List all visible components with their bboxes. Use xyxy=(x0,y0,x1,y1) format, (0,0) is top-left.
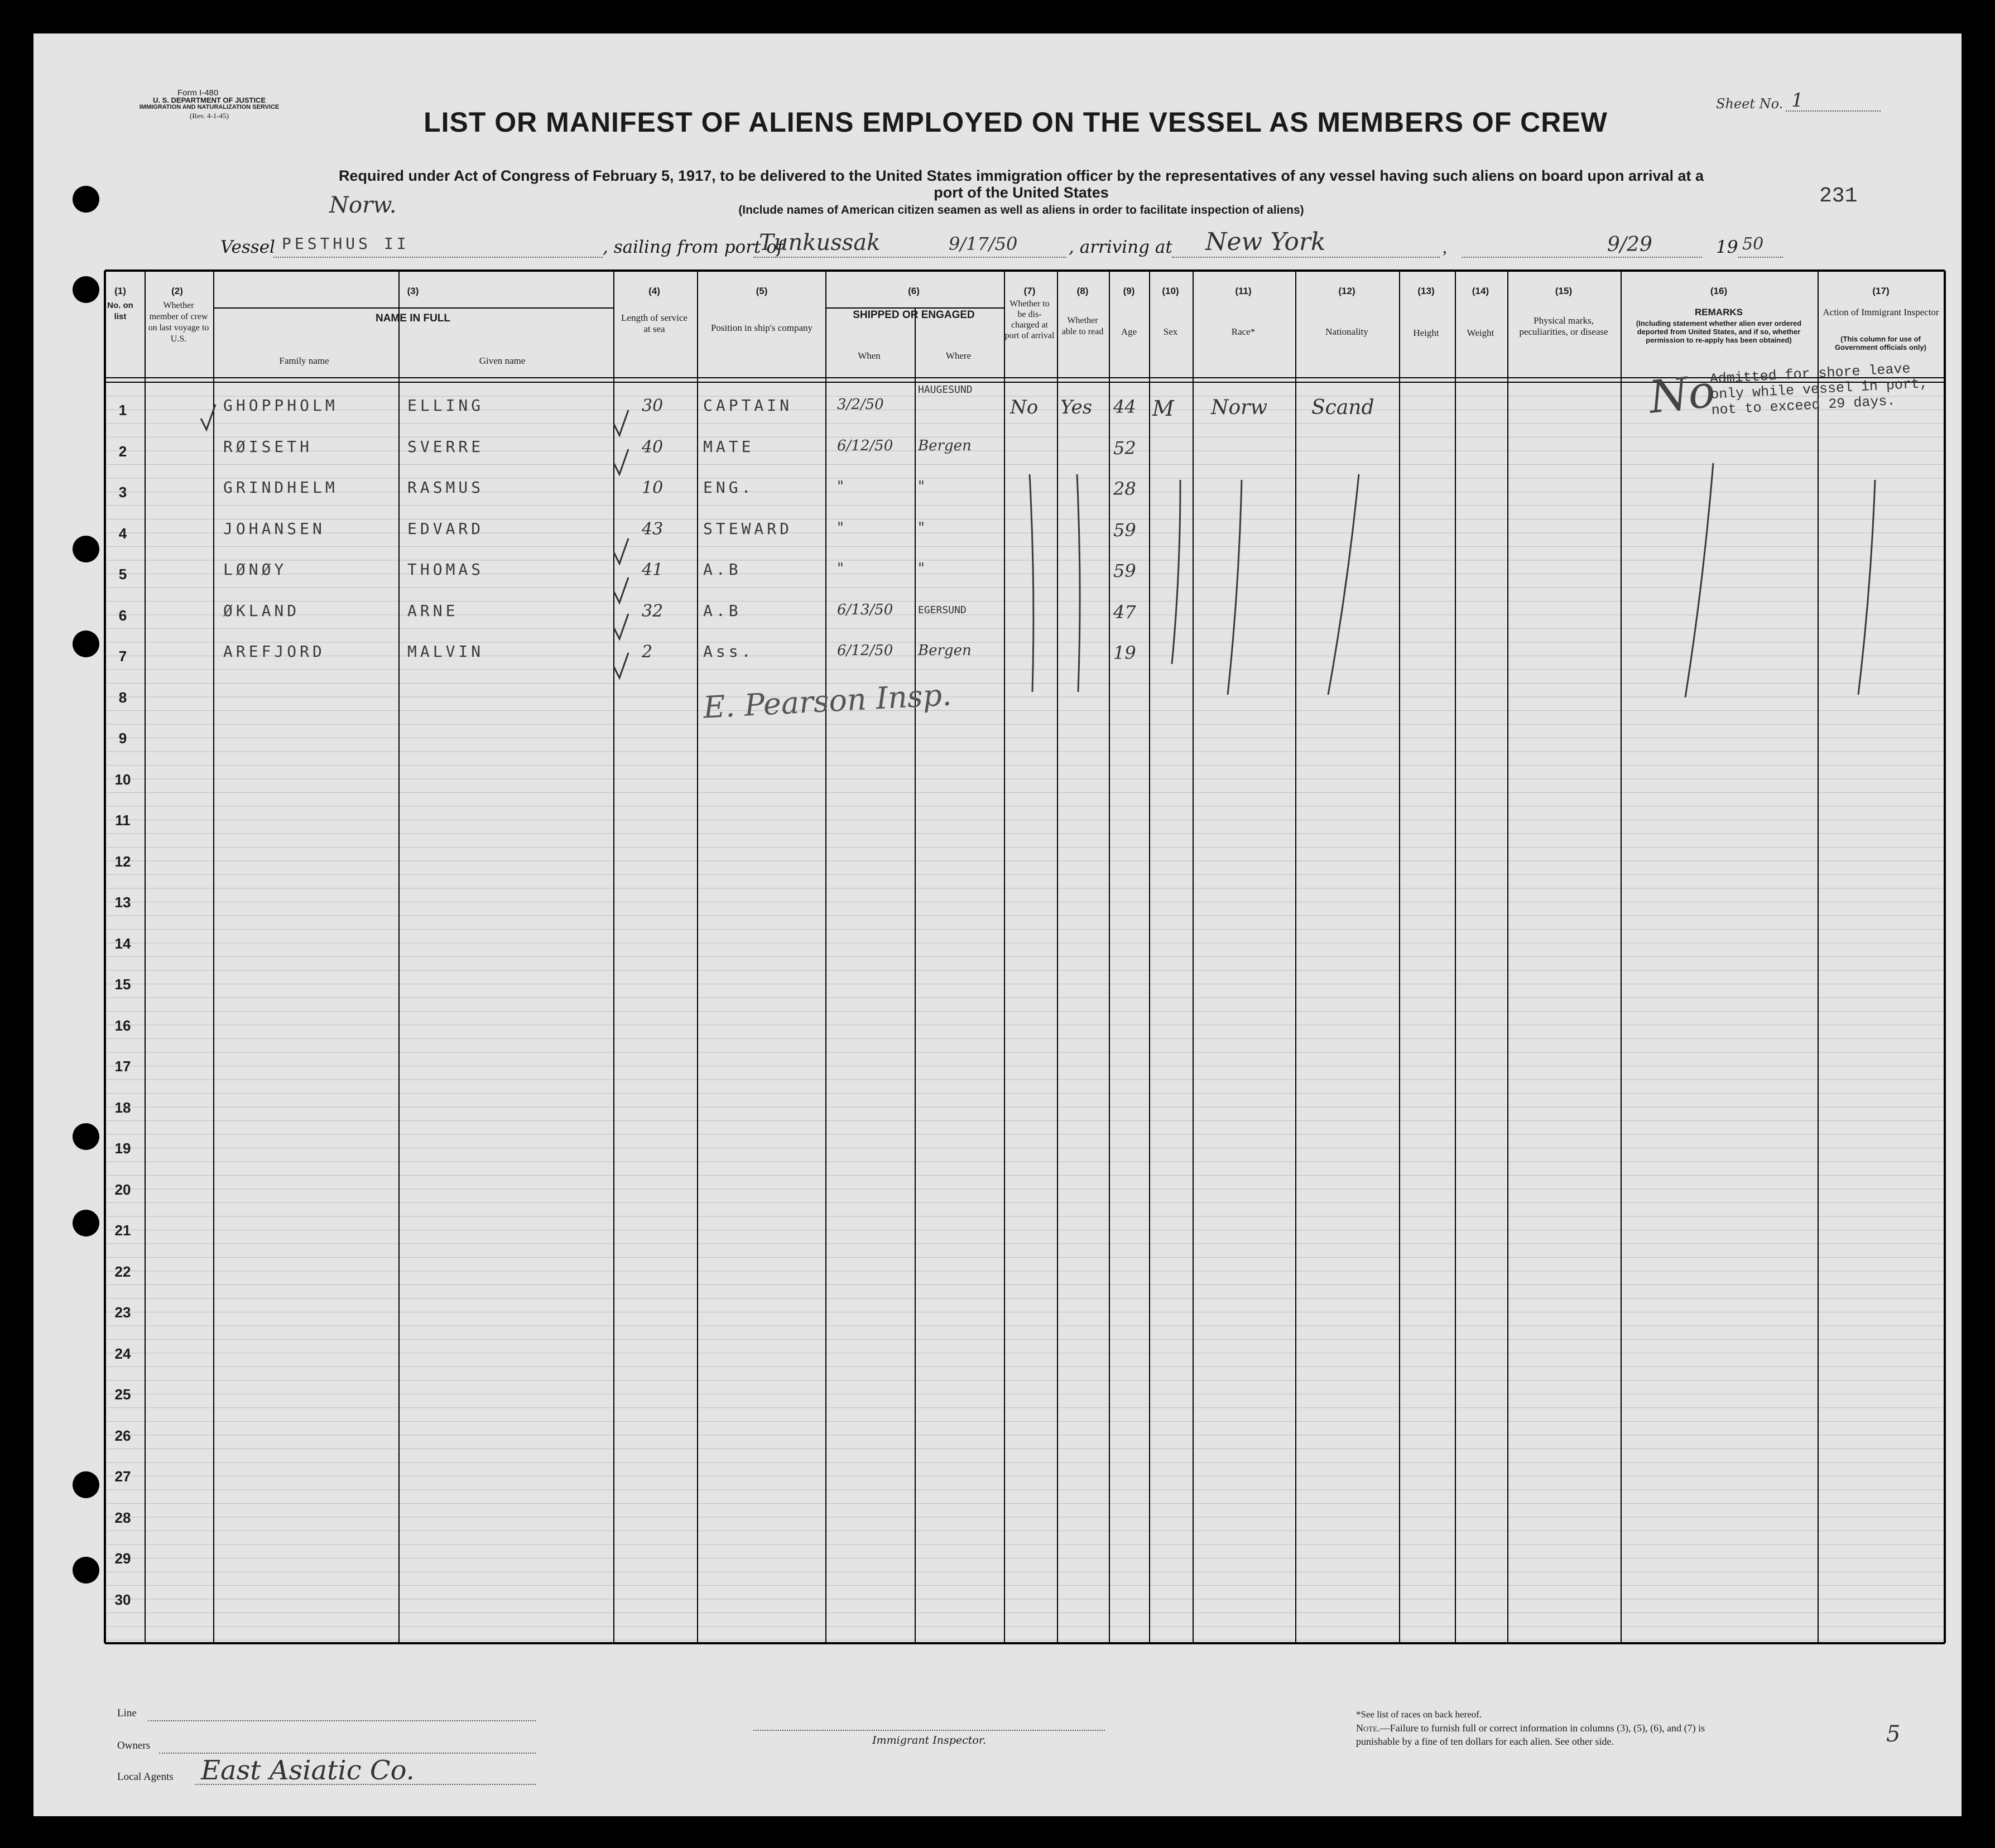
col-header-when: When xyxy=(858,350,881,361)
row-number: 21 xyxy=(114,1222,131,1239)
row-number: 14 xyxy=(114,935,131,952)
line-label: Line xyxy=(117,1707,137,1719)
col-header-last-voyage: Whether member of crew on last voyage to U.S. xyxy=(148,301,209,344)
col-num-8: (8) xyxy=(1076,286,1089,296)
crew-sex: M xyxy=(1152,396,1174,421)
crew-shipped-when: 3/2/50 xyxy=(837,396,884,413)
row-number: 8 xyxy=(118,689,127,706)
crew-family-name: JOHANSEN xyxy=(223,519,325,538)
crew-shipped-where: HAUGESUND xyxy=(918,384,973,396)
inspector-label: Immigrant Inspector. xyxy=(872,1734,986,1746)
ditto-mark xyxy=(1328,474,1359,695)
remarks-stamp: Admitted for shore leave only while vessel in port, not to exceed 29 days. xyxy=(1709,360,1929,419)
row-number: 1 xyxy=(118,402,127,418)
crew-family-name: ØKLAND xyxy=(223,601,300,620)
service: IMMIGRATION AND NATURALIZATION SERVICE xyxy=(139,104,280,110)
vessel-name: PESTHUS II xyxy=(282,234,410,253)
form-subtitle-3: (Include names of American citizen seamen as well as aliens in order to facilitate inspection of aliens) xyxy=(738,204,1304,216)
crew-shipped-when: " xyxy=(837,519,844,536)
arriving-port-line xyxy=(1172,257,1440,258)
form-title: LIST OR MANIFEST OF ALIENS EMPLOYED ON THE VESSEL AS MEMBERS OF CREW xyxy=(424,107,1608,138)
col-header-sex: Sex xyxy=(1163,326,1178,337)
sailing-port-line xyxy=(753,257,1066,258)
crew-age: 59 xyxy=(1113,519,1136,541)
crew-service-years: 32 xyxy=(642,601,664,621)
row-number: 26 xyxy=(114,1427,131,1444)
col-header-action: Action of Immigrant Inspector xyxy=(1823,307,1939,317)
crew-able-to-read: Yes xyxy=(1060,396,1093,418)
col-header-physical: Physical marks, peculiarities, or disease xyxy=(1519,315,1608,337)
row-number: 6 xyxy=(118,607,127,624)
agents-value: East Asiatic Co. xyxy=(201,1755,415,1786)
crew-shipped-where: EGERSUND xyxy=(918,604,967,616)
table-grid xyxy=(33,33,1962,1816)
ditto-mark xyxy=(1172,480,1180,664)
ditto-mark xyxy=(1077,474,1080,692)
binder-hole xyxy=(73,631,99,657)
col-num-12: (12) xyxy=(1338,286,1355,296)
page-mark: 5 xyxy=(1886,1721,1901,1747)
row-number: 28 xyxy=(114,1509,131,1526)
row-number: 16 xyxy=(114,1017,131,1034)
inspector-signature: E. Pearson Insp. xyxy=(702,677,953,725)
col-num-14: (14) xyxy=(1472,286,1489,296)
crew-family-name: RØISETH xyxy=(223,437,313,456)
row-number: 10 xyxy=(114,771,131,788)
crew-given-name: MALVIN xyxy=(407,642,484,661)
col-num-15: (15) xyxy=(1555,286,1573,296)
form-subtitle-2: port of the United States xyxy=(934,184,1109,201)
fine-note xyxy=(1356,1721,1724,1748)
crew-shipped-where: " xyxy=(918,560,925,577)
sailing-date: 9/17/50 xyxy=(949,233,1018,254)
col-num-3: (3) xyxy=(407,286,419,296)
row-number: 25 xyxy=(114,1386,131,1403)
form-subtitle-1: Required under Act of Congress of February 5, 1917, to be delivered to the United States immigration officer by the representatives of any vessel having such aliens on board upon arrival at a xyxy=(338,167,1704,184)
ditto-mark xyxy=(1030,474,1033,692)
crew-shipped-where: " xyxy=(918,519,925,536)
crew-age: 52 xyxy=(1113,437,1136,459)
col-header-age: Age xyxy=(1121,326,1137,337)
col-num-13: (13) xyxy=(1417,286,1435,296)
year-prefix: 19 xyxy=(1716,237,1738,257)
row-number: 19 xyxy=(114,1140,131,1157)
row-number: 2 xyxy=(118,442,127,460)
vessel-name-line xyxy=(273,257,603,258)
col-num-9: (9) xyxy=(1123,286,1135,296)
check-mark xyxy=(614,578,628,603)
col-header-discharged: Whether to be dis-charged at port of arrival xyxy=(1004,299,1055,340)
crew-family-name: GHOPPHOLM xyxy=(223,396,338,415)
sheet-number-line xyxy=(1786,110,1881,112)
crew-discharged: No xyxy=(1010,396,1039,418)
col-header-shipped: SHIPPED OR ENGAGED xyxy=(853,309,975,321)
col-header-height: Height xyxy=(1413,328,1439,338)
col-header-remarks: REMARKS xyxy=(1695,307,1743,317)
binder-hole xyxy=(73,536,99,562)
col-header-given: Given name xyxy=(479,355,526,366)
check-mark xyxy=(614,538,628,564)
sheet-number: 1 xyxy=(1791,89,1804,112)
crew-age: 28 xyxy=(1113,478,1136,499)
row-number: 30 xyxy=(114,1591,131,1608)
sailing-port: Tunkussak xyxy=(759,230,881,256)
crew-shipped-where: Bergen xyxy=(918,437,972,454)
col-header-no: No. on list xyxy=(107,301,133,321)
crew-family-name: GRINDHELM xyxy=(223,478,338,497)
crew-shipped-where: Bergen xyxy=(918,642,972,659)
row-number: 20 xyxy=(114,1181,131,1198)
binder-hole xyxy=(73,186,99,213)
crew-nationality: Scand xyxy=(1311,396,1374,419)
col-header-race: Race* xyxy=(1231,326,1256,337)
row-number: 22 xyxy=(114,1263,131,1280)
check-mark xyxy=(614,410,628,435)
row-number: 27 xyxy=(114,1468,131,1485)
ditto-mark xyxy=(1685,463,1713,697)
races-note: *See list of races on back hereof. xyxy=(1356,1709,1482,1720)
remarks-handwritten: No xyxy=(1646,365,1718,424)
row-number: 13 xyxy=(114,894,131,911)
crew-age: 44 xyxy=(1113,396,1136,417)
col-num-17: (17) xyxy=(1872,286,1890,296)
crew-race: Norw xyxy=(1211,396,1268,419)
arriving-label: , arriving at xyxy=(1069,237,1172,257)
agents-field xyxy=(195,1784,536,1785)
col-header-where: Where xyxy=(945,350,972,361)
comma: , xyxy=(1443,237,1447,257)
crew-family-name: LØNØY xyxy=(223,560,287,579)
row-number: 5 xyxy=(118,566,127,583)
arrival-date-line xyxy=(1462,257,1702,258)
col-header-name: NAME IN FULL xyxy=(375,312,451,324)
note-label: Note. xyxy=(1356,1722,1380,1734)
row-number: 17 xyxy=(114,1058,131,1075)
binder-hole xyxy=(73,1471,99,1498)
crew-position: CAPTAIN xyxy=(703,396,793,415)
crew-shipped-when: 6/12/50 xyxy=(837,642,893,659)
arrival-date: 9/29 xyxy=(1607,233,1652,256)
binder-hole xyxy=(73,1123,99,1150)
year-suffix: 50 xyxy=(1742,234,1764,254)
crew-given-name: RASMUS xyxy=(407,478,484,497)
sheet-label: Sheet No. xyxy=(1716,96,1784,112)
col-num-10: (10) xyxy=(1162,286,1179,296)
crew-given-name: ELLING xyxy=(407,396,484,415)
col-num-1: (1) xyxy=(114,286,126,296)
crew-shipped-when: " xyxy=(837,560,844,577)
col-header-remarks-note: (Including statement whether alien ever ordered deported from United States, and if so, whether permission to re-apply has been obtained) xyxy=(1636,319,1802,344)
line-field xyxy=(148,1720,536,1721)
crew-family-name: AREFJORD xyxy=(223,642,325,661)
department: U. S. DEPARTMENT OF JUSTICE xyxy=(153,96,266,104)
col-num-16: (16) xyxy=(1710,286,1728,296)
row-number: 9 xyxy=(118,730,127,747)
year-line xyxy=(1738,257,1783,258)
note-text: —Failure to furnish full or correct information in columns (3), (5), (6), and (7) is punishable by a fine of ten dollars for each alien. See other side. xyxy=(1356,1722,1705,1747)
binder-hole xyxy=(73,1557,99,1584)
vessel-label: Vessel xyxy=(220,237,275,257)
col-num-11: (11) xyxy=(1235,286,1252,296)
crew-service-years: 43 xyxy=(642,519,664,539)
stamp-number: 231 xyxy=(1819,184,1858,208)
row-number: 29 xyxy=(114,1550,131,1567)
owners-field xyxy=(159,1753,536,1754)
owners-label: Owners xyxy=(117,1740,151,1751)
col-num-2: (2) xyxy=(171,286,183,296)
col-header-position: Position in ship's company xyxy=(710,323,813,333)
binder-hole xyxy=(73,1210,99,1236)
crew-position: Ass. xyxy=(703,642,754,661)
col-header-family: Family name xyxy=(279,355,329,366)
check-mark xyxy=(614,449,628,474)
row-number: 11 xyxy=(115,812,131,829)
col-header-action-note: (This column for use of Government officials only) xyxy=(1835,335,1926,352)
crew-shipped-where: " xyxy=(918,478,925,495)
arriving-port: New York xyxy=(1205,228,1326,256)
col-header-nationality: Nationality xyxy=(1325,326,1368,337)
form-number: Form I-480 xyxy=(177,88,219,98)
agents-label: Local Agents xyxy=(117,1771,174,1783)
col-header-weight: Weight xyxy=(1467,328,1494,338)
crew-shipped-when: 6/13/50 xyxy=(837,601,893,618)
crew-shipped-when: " xyxy=(837,478,844,495)
crew-age: 19 xyxy=(1113,642,1136,663)
row-number: 7 xyxy=(118,648,127,665)
row-number: 24 xyxy=(114,1345,131,1362)
flag-note: Norw. xyxy=(329,192,397,218)
sailing-label: , sailing from port of xyxy=(603,237,783,257)
crew-position: MATE xyxy=(703,437,754,456)
crew-service-years: 41 xyxy=(642,560,664,580)
inspector-signature-line xyxy=(753,1730,1105,1731)
row-number: 12 xyxy=(114,853,131,870)
crew-service-years: 10 xyxy=(642,478,664,498)
row-number: 18 xyxy=(114,1099,131,1116)
row-number: 3 xyxy=(118,484,127,501)
col-num-7: (7) xyxy=(1023,286,1036,296)
col-num-6: (6) xyxy=(908,286,920,296)
crew-position: STEWARD xyxy=(703,519,793,538)
crew-position: A.B xyxy=(703,560,742,579)
crew-shipped-when: 6/12/50 xyxy=(837,437,893,454)
crew-service-years: 40 xyxy=(642,437,664,457)
crew-service-years: 2 xyxy=(642,642,653,662)
revision: (Rev. 4-1-45) xyxy=(190,112,229,120)
crew-age: 59 xyxy=(1113,560,1136,581)
crew-service-years: 30 xyxy=(642,396,664,416)
crew-age: 47 xyxy=(1113,601,1136,623)
crew-position: ENG. xyxy=(703,478,754,497)
col-header-read: Whether able to read xyxy=(1061,316,1104,336)
check-mark xyxy=(614,653,628,678)
check-mark xyxy=(614,614,628,639)
crew-given-name: ARNE xyxy=(407,601,459,620)
crew-given-name: THOMAS xyxy=(407,560,484,579)
col-num-4: (4) xyxy=(648,286,660,296)
row-number: 15 xyxy=(114,976,131,993)
crew-given-name: EDVARD xyxy=(407,519,484,538)
row-number: 23 xyxy=(114,1304,131,1321)
manifest-sheet xyxy=(33,33,1962,1816)
binder-hole xyxy=(73,276,99,303)
row-number: 4 xyxy=(118,524,127,542)
crew-given-name: SVERRE xyxy=(407,437,484,456)
col-num-5: (5) xyxy=(756,286,768,296)
crew-position: A.B xyxy=(703,601,742,620)
col-header-service: Length of service at sea xyxy=(621,312,688,334)
